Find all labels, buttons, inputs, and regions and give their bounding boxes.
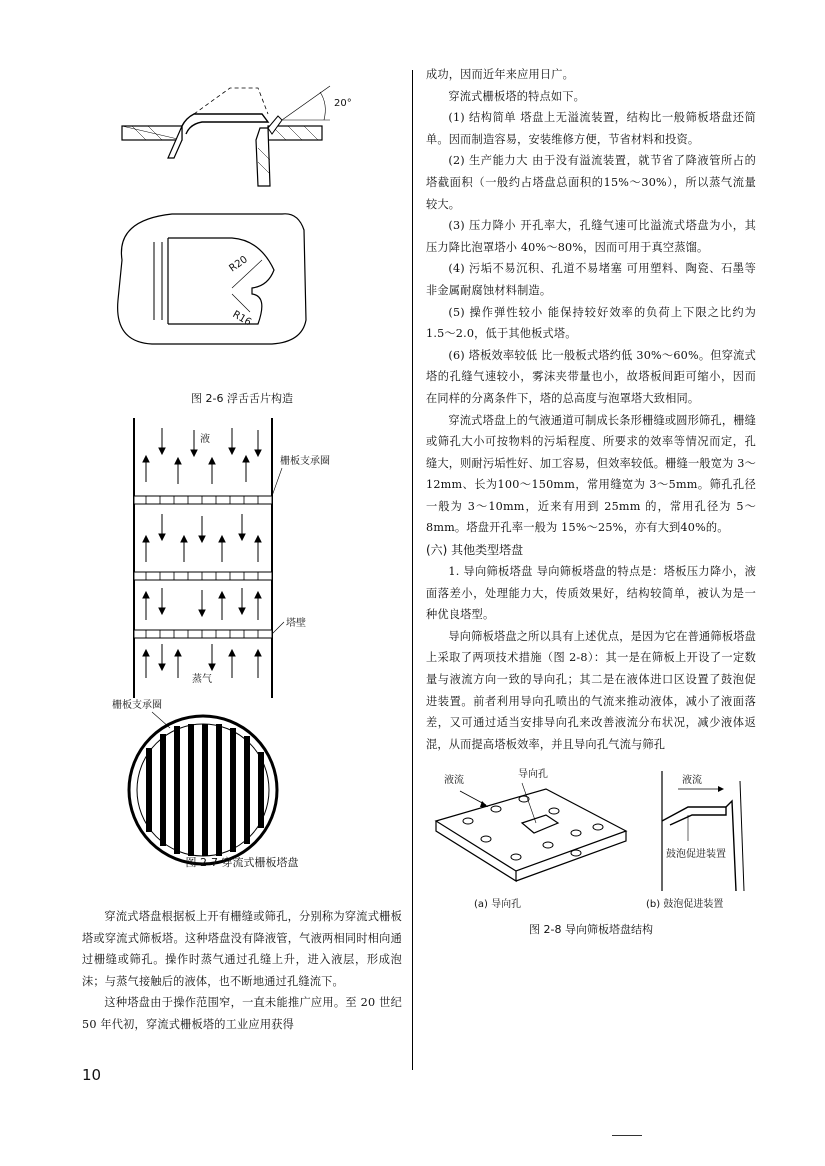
section-heading: (六) 其他类型塔盘: [426, 543, 524, 558]
figure-2-6: [82, 80, 402, 405]
tray-1: [134, 496, 272, 504]
feature-5: (5) 操作弹性较小 能保持较好效率的负荷上下限之比约为 1.5～2.0，低于其他板式塔。: [426, 305, 756, 341]
r20-label: R20: [227, 254, 250, 275]
r16-label: R16: [230, 309, 254, 329]
grid-support-ring-bottom-label: 栅板支承圈: [112, 700, 162, 711]
grid-support-ring-label: 栅板支承圈: [280, 456, 330, 467]
tray-3: [134, 630, 272, 638]
right-paragraph-1: 穿流式栅板塔的特点如下。: [448, 89, 586, 103]
float-tongue-drawing: [82, 80, 402, 390]
feature-3: (3) 压力降小 开孔率大，孔缝气速可比溢流式塔盘为小，其压力降比泡罩塔小 40%～80%，因而可用于真空蒸馏。: [426, 219, 756, 254]
figure-2-7: [82, 408, 402, 888]
column-divider: [412, 70, 413, 1070]
figure-2-8: [426, 761, 756, 951]
figure-2-6-caption: 图 2-6 浮舌舌片构造: [191, 392, 293, 405]
liquid-flow-label-a: 液流: [444, 775, 464, 787]
feature-1: (1) 结构简单 塔盘上无溢流装置，结构比一般筛板塔盘还简单。因而制造容易，安装维修方便，节省材料和投资。: [426, 111, 756, 146]
feature-6: (6) 塔板效率较低 比一般板式塔约低 30%～60%。但穿流式塔的孔缝气速较小，雾沫夹带量也小，故塔板间距可缩小，因而在同样的分离条件下，塔的总高度与泡罩塔大致相同。: [426, 348, 756, 405]
subfigure-a-label: (a) 导向孔: [474, 899, 522, 911]
left-column: [82, 80, 402, 1031]
guide-sieve-tray-drawing: [426, 761, 756, 911]
guide-tray-reason-paragraph: 导向筛板塔盘之所以具有上述优点，是因为它在普通筛板塔盘上采取了两项技术措施（图 2-8）：其一是在筛板上开设了一定数量与液流方向一致的导向孔；其二是在液体进口区设置了鼓泡促进装置。前者利用导向孔喷出的气流来推动液体，减小了液面落差，又可通过适当安排导向孔来改善液流分布状况，减少液体返混，从而提高塔板效率，并且导向孔气流与筛孔: [426, 629, 756, 751]
right-paragraph-0: 成功，因而近年来应用日广。: [426, 68, 575, 81]
bubble-promoter-label: 鼓泡促进装置: [666, 849, 726, 861]
vapor-label: 蒸气: [192, 674, 212, 685]
tower-wall-label: 塔壁: [286, 618, 306, 629]
figure-2-8-caption: 图 2-8 导向筛板塔盘结构: [529, 923, 653, 937]
liquid-flow-label-b: 液流: [682, 775, 702, 787]
tray-2: [134, 572, 272, 580]
left-paragraph-2: 这种塔盘由于操作范围窄，一直未能推广应用。至 20 世纪 50 年代初，穿流式栅板塔的工业应用获得: [82, 996, 402, 1031]
liquid-label: 液: [200, 434, 210, 445]
feature-2: (2) 生产能力大 由于没有溢流装置，就节省了降液管所占的塔截面积（一般约占塔盘总面积的15%～30%），所以蒸气流量较大。: [426, 154, 756, 211]
figure-2-7-caption: 图 2-7 穿流式栅板塔盘: [185, 856, 299, 869]
channel-paragraph: 穿流式塔盘上的气液通道可制成长条形栅缝或圆形筛孔，栅缝或筛孔大小可按物料的污垢程度、所要求的效率等情况而定，孔缝大，则耐污垢性好、加工容易，但效率较低。栅缝一般宽为 3～12mm、长为100～150mm，常用缝宽为 3～5mm。筛孔孔径一般为 3～10mm，近来有用到 25mm 的，常用孔径为 5～8mm。塔盘开孔率一般为 15%～25%，亦有大到40%的。: [426, 413, 756, 535]
guide-tray-paragraph: 1. 导向筛板塔盘 导向筛板塔盘的特点是：塔板压力降小，液面落差小，处理能力大，传质效果好，结构较简单，被认为是一种优良塔型。: [426, 565, 756, 622]
guide-hole-label: 导向孔: [518, 769, 548, 781]
left-paragraph-1: 穿流式塔盘根据板上开有栅缝或筛孔，分别称为穿流式栅板塔或穿流式筛板塔。这种塔盘没有降液管，气液两相同时相向通过栅缝或筛孔。操作时蒸气通过孔缝上升，进入液层，形成泡沫；与蒸气接触后的液体，也不断地通过孔缝流下。: [82, 910, 402, 988]
scan-mark: [612, 1135, 642, 1136]
page-number: 10: [82, 1066, 102, 1084]
feature-4: (4) 污垢不易沉积、孔道不易堵塞 可用塑料、陶瓷、石墨等非金属耐腐蚀材料制造。: [426, 262, 756, 297]
angle-label: 20°: [334, 98, 352, 109]
cross-flow-grid-tray-drawing: [82, 408, 402, 878]
subfigure-b-label: (b) 鼓泡促进装置: [646, 899, 724, 911]
right-column: [426, 64, 756, 951]
